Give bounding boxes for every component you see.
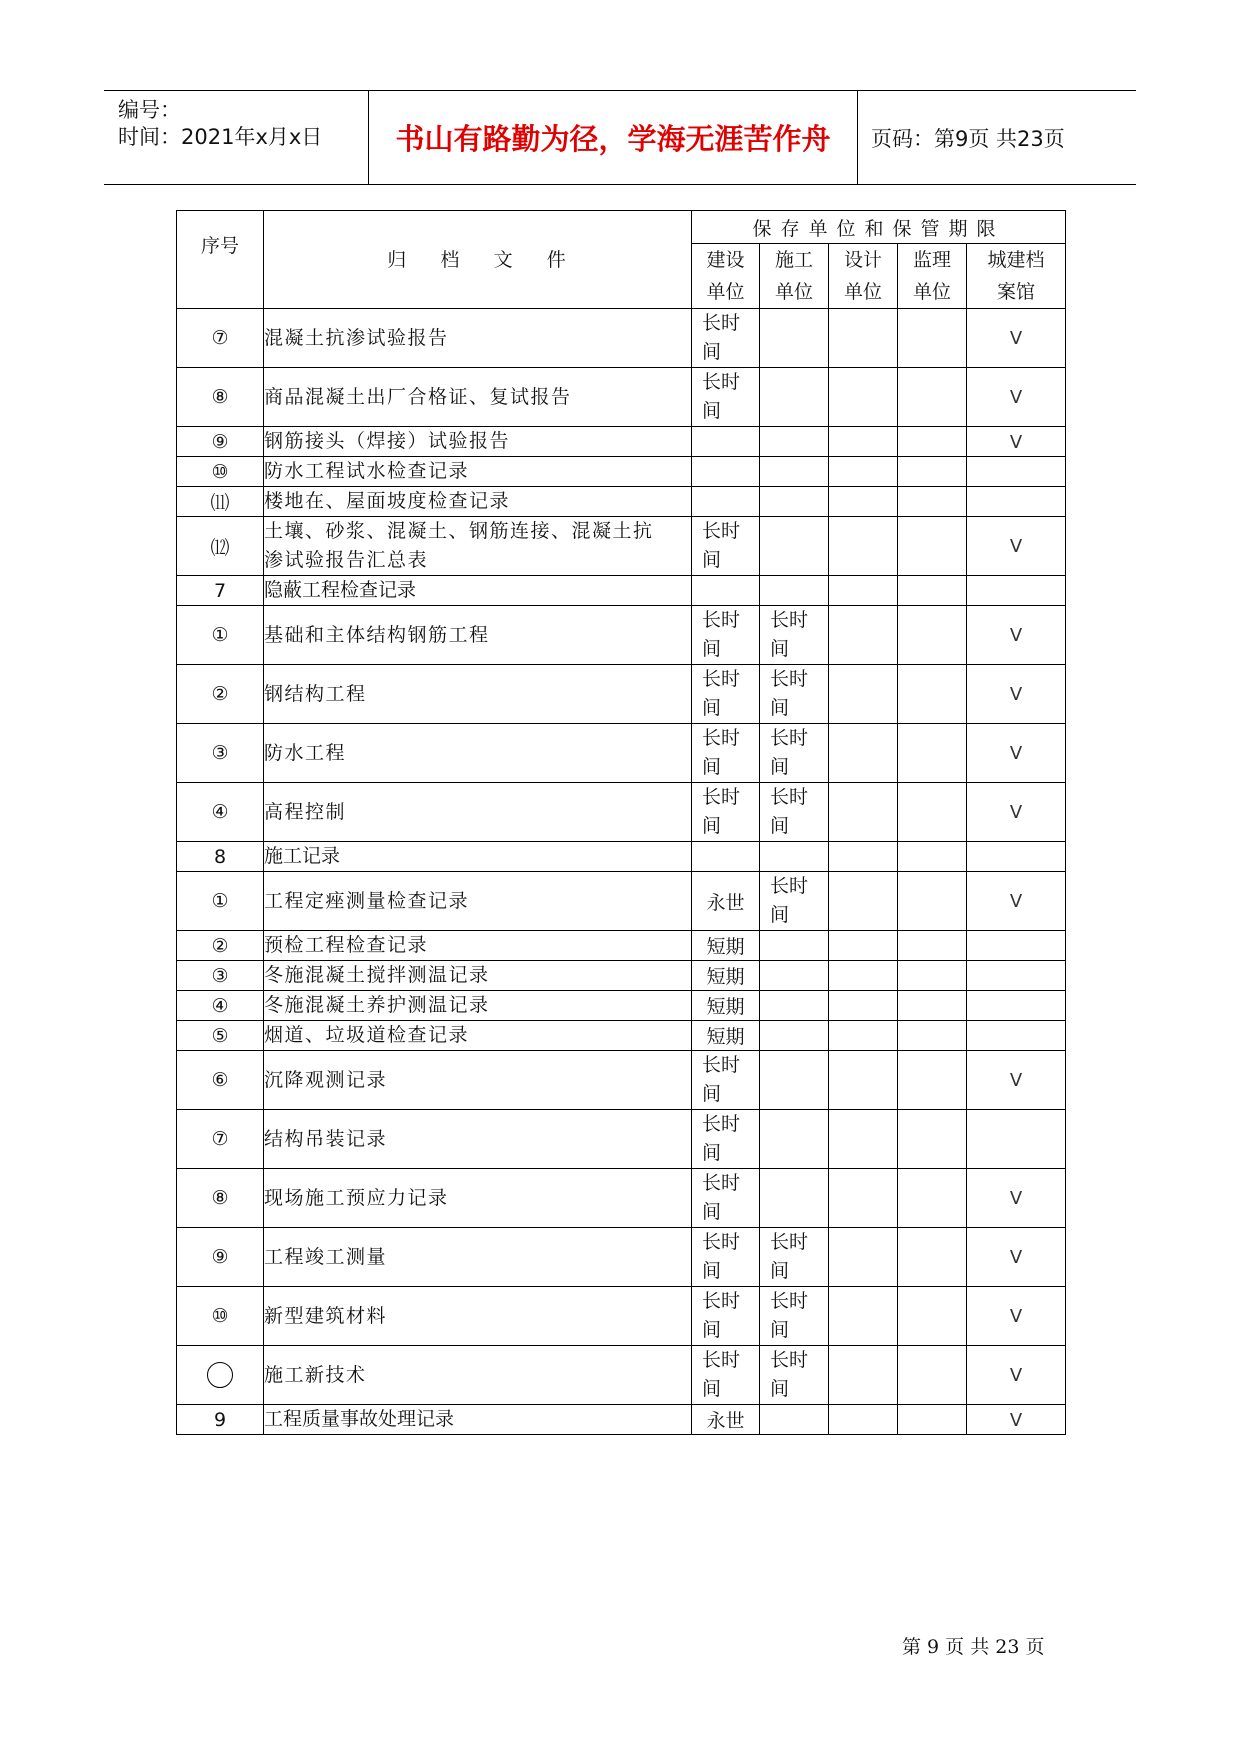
table-row [177, 724, 1066, 783]
retention-cell-supervision-unit [898, 991, 967, 1021]
retention-period: 长时 间 [702, 786, 741, 837]
retention-cell-supervision-unit [898, 783, 967, 842]
row-seq [177, 1346, 264, 1405]
retention-cell-builder-unit [692, 309, 760, 368]
archive-check-mark: V [1009, 1070, 1023, 1091]
page-header [104, 90, 1136, 185]
retention-cell-city-archive [967, 783, 1066, 842]
retention-period: 长时 间 [770, 1349, 809, 1400]
row-document: 钢筋接头（焊接）试验报告 [264, 427, 692, 457]
table-row [177, 368, 1066, 427]
retention-cell-builder-unit [692, 1405, 760, 1435]
archive-check-mark: V [1009, 536, 1023, 557]
retention-cell-city-archive [967, 457, 1066, 487]
retention-cell-supervision-unit [898, 1169, 967, 1228]
retention-cell-supervision-unit [898, 457, 967, 487]
row-seq: ④ [177, 783, 264, 842]
retention-cell-supervision-unit [898, 842, 967, 872]
retention-cell-construction-unit [760, 1287, 829, 1346]
retention-cell-builder-unit [692, 457, 760, 487]
retention-cell-design-unit [829, 457, 898, 487]
archive-check-mark: V [1009, 1306, 1023, 1327]
retention-cell-design-unit [829, 487, 898, 517]
doc-number-label: 编号： [118, 98, 181, 122]
retention-cell-construction-unit [760, 606, 829, 665]
row-document: 隐蔽工程检查记录 [264, 576, 692, 606]
retention-cell-construction-unit [760, 1110, 829, 1169]
retention-cell-builder-unit [692, 872, 760, 931]
retention-cell-supervision-unit [898, 427, 967, 457]
retention-cell-builder-unit [692, 1021, 760, 1051]
table-row [177, 487, 1066, 517]
row-document: 沉降观测记录 [264, 1051, 692, 1110]
archive-check-mark: V [1009, 1247, 1023, 1268]
subcol-header-construction-unit [760, 244, 829, 309]
retention-cell-construction-unit [760, 1346, 829, 1405]
retention-cell-construction-unit [760, 1169, 829, 1228]
retention-cell-design-unit [829, 1110, 898, 1169]
retention-cell-supervision-unit [898, 309, 967, 368]
retention-cell-supervision-unit [898, 1346, 967, 1405]
retention-cell-design-unit [829, 961, 898, 991]
retention-cell-city-archive [967, 309, 1066, 368]
retention-cell-city-archive [967, 1110, 1066, 1169]
row-document: 基础和主体结构钢筋工程 [264, 606, 692, 665]
section-row [177, 576, 1066, 606]
retention-cell-design-unit [829, 1169, 898, 1228]
retention-cell-builder-unit [692, 1287, 760, 1346]
row-seq: ⑿ [177, 517, 264, 576]
retention-period: 短期 [706, 936, 745, 958]
row-document: 施工新技术 [264, 1346, 692, 1405]
retention-cell-construction-unit [760, 368, 829, 427]
section-row [177, 842, 1066, 872]
retention-cell-construction-unit [760, 665, 829, 724]
retention-period: 长时 间 [702, 1054, 741, 1105]
retention-cell-supervision-unit [898, 1021, 967, 1051]
row-document: 烟道、垃圾道检查记录 [264, 1021, 692, 1051]
row-seq: ⑦ [177, 1110, 264, 1169]
retention-cell-construction-unit [760, 427, 829, 457]
row-document: 混凝土抗渗试验报告 [264, 309, 692, 368]
doc-column-header: 归 档 文 件 [264, 211, 692, 309]
archive-check-mark: V [1009, 625, 1023, 646]
row-seq: ② [177, 665, 264, 724]
retention-cell-city-archive [967, 931, 1066, 961]
retention-cell-supervision-unit [898, 606, 967, 665]
retention-period: 长时 间 [702, 371, 741, 422]
retention-cell-builder-unit [692, 368, 760, 427]
retention-cell-design-unit [829, 427, 898, 457]
row-seq: ① [177, 606, 264, 665]
archive-check-mark: V [1009, 802, 1023, 823]
table-row [177, 1110, 1066, 1169]
row-document: 冬施混凝土养护测温记录 [264, 991, 692, 1021]
retention-cell-construction-unit [760, 1228, 829, 1287]
header-meta [118, 91, 368, 184]
archive-table [176, 210, 1066, 1435]
row-document: 防水工程 [264, 724, 692, 783]
retention-period: 长时 间 [702, 727, 741, 778]
table-row [177, 606, 1066, 665]
retention-cell-design-unit [829, 665, 898, 724]
retention-cell-city-archive [967, 1228, 1066, 1287]
row-seq: ⑨ [177, 1228, 264, 1287]
retention-cell-supervision-unit [898, 1228, 967, 1287]
retention-cell-construction-unit [760, 1405, 829, 1435]
subcol-header-city-archive [967, 244, 1066, 309]
row-seq: ② [177, 931, 264, 961]
archive-check-mark: V [1009, 743, 1023, 764]
archive-check-mark: V [1009, 891, 1023, 912]
archive-check-mark: V [1009, 328, 1023, 349]
retention-cell-city-archive [967, 842, 1066, 872]
retention-cell-design-unit [829, 576, 898, 606]
retention-cell-design-unit [829, 1346, 898, 1405]
row-seq: ③ [177, 961, 264, 991]
retention-cell-city-archive [967, 961, 1066, 991]
retention-cell-design-unit [829, 1405, 898, 1435]
archive-check-mark: V [1009, 684, 1023, 705]
retention-cell-design-unit [829, 783, 898, 842]
table-row [177, 309, 1066, 368]
retention-cell-design-unit [829, 517, 898, 576]
retention-cell-supervision-unit [898, 724, 967, 783]
row-seq: 8 [177, 842, 264, 872]
archive-check-mark: V [1009, 1188, 1023, 1209]
retention-cell-city-archive [967, 576, 1066, 606]
retention-cell-design-unit [829, 872, 898, 931]
retention-cell-city-archive [967, 665, 1066, 724]
row-document: 高程控制 [264, 783, 692, 842]
retention-cell-builder-unit [692, 1228, 760, 1287]
table-row [177, 1051, 1066, 1110]
retention-cell-construction-unit [760, 1021, 829, 1051]
row-seq: ⑥ [177, 1051, 264, 1110]
retention-cell-builder-unit [692, 576, 760, 606]
row-seq: 7 [177, 576, 264, 606]
retention-period: 长时 间 [702, 1231, 741, 1282]
retention-period: 短期 [706, 966, 745, 988]
subcol-header-label: 建设 单位 [706, 249, 745, 303]
subcol-header-supervision-unit [898, 244, 967, 309]
retention-period: 长时 间 [702, 1113, 741, 1164]
retention-cell-supervision-unit [898, 1405, 967, 1435]
retention-cell-city-archive [967, 517, 1066, 576]
row-seq: ⑦ [177, 309, 264, 368]
row-seq: ③ [177, 724, 264, 783]
doc-date-label: 时间：2021年x月x日 [118, 125, 323, 149]
retention-cell-city-archive [967, 1405, 1066, 1435]
archive-check-mark: V [1009, 387, 1023, 408]
retention-cell-supervision-unit [898, 1051, 967, 1110]
retention-cell-construction-unit [760, 1051, 829, 1110]
retention-cell-design-unit [829, 1051, 898, 1110]
table-row [177, 961, 1066, 991]
subcol-header-label: 施工 单位 [774, 249, 813, 303]
row-document: 预检工程检查记录 [264, 931, 692, 961]
retention-cell-design-unit [829, 724, 898, 783]
archive-check-mark: V [1009, 1409, 1023, 1431]
retention-period: 短期 [706, 996, 745, 1018]
retention-cell-supervision-unit [898, 1287, 967, 1346]
subcol-header-label: 城建档 案馆 [987, 249, 1045, 303]
row-document: 工程质量事故处理记录 [264, 1405, 692, 1435]
row-seq: ① [177, 872, 264, 931]
subcol-header-builder-unit [692, 244, 760, 309]
row-seq: ⑧ [177, 1169, 264, 1228]
row-seq: ⑩ [177, 1287, 264, 1346]
table-row [177, 783, 1066, 842]
retention-period: 长时 间 [770, 668, 809, 719]
table-row [177, 931, 1066, 961]
retention-cell-supervision-unit [898, 961, 967, 991]
retention-cell-city-archive [967, 368, 1066, 427]
table-header-row [177, 211, 1066, 244]
row-document: 土壤、砂浆、混凝土、钢筋连接、混凝土抗 渗试验报告汇总表 [264, 517, 692, 576]
retention-cell-construction-unit [760, 576, 829, 606]
row-document: 结构吊装记录 [264, 1110, 692, 1169]
row-seq: ④ [177, 991, 264, 1021]
retention-cell-builder-unit [692, 427, 760, 457]
retention-cell-construction-unit [760, 487, 829, 517]
retention-cell-city-archive [967, 606, 1066, 665]
retention-cell-construction-unit [760, 931, 829, 961]
retention-cell-design-unit [829, 931, 898, 961]
retention-cell-builder-unit [692, 487, 760, 517]
retention-cell-construction-unit [760, 842, 829, 872]
table-row [177, 872, 1066, 931]
retention-cell-construction-unit [760, 961, 829, 991]
row-document: 商品混凝土出厂合格证、复试报告 [264, 368, 692, 427]
row-document: 工程竣工测量 [264, 1228, 692, 1287]
row-document: 冬施混凝土搅拌测温记录 [264, 961, 692, 991]
archive-check-mark: V [1009, 1365, 1023, 1386]
retention-cell-supervision-unit [898, 487, 967, 517]
retention-cell-city-archive [967, 1021, 1066, 1051]
retention-cell-builder-unit [692, 665, 760, 724]
row-document: 工程定痤测量检查记录 [264, 872, 692, 931]
table-row [177, 991, 1066, 1021]
table-row [177, 457, 1066, 487]
retention-cell-builder-unit [692, 1346, 760, 1405]
subcol-header-label: 设计 单位 [843, 249, 882, 303]
retention-period: 长时 间 [770, 875, 809, 926]
retention-cell-city-archive [967, 724, 1066, 783]
retention-cell-builder-unit [692, 1169, 760, 1228]
table-row [177, 1346, 1066, 1405]
retention-cell-city-archive [967, 872, 1066, 931]
retention-period: 长时 间 [770, 786, 809, 837]
table-row [177, 1228, 1066, 1287]
retention-cell-design-unit [829, 991, 898, 1021]
retention-cell-supervision-unit [898, 665, 967, 724]
retention-cell-city-archive [967, 991, 1066, 1021]
subcol-header-design-unit [829, 244, 898, 309]
table-row [177, 1021, 1066, 1051]
retention-cell-construction-unit [760, 991, 829, 1021]
retention-period: 长时 间 [702, 1290, 741, 1341]
retention-period: 长时 间 [702, 312, 741, 363]
retention-cell-city-archive [967, 1051, 1066, 1110]
section-row [177, 1405, 1066, 1435]
retention-cell-city-archive [967, 427, 1066, 457]
retention-cell-design-unit [829, 1228, 898, 1287]
retention-cell-builder-unit [692, 961, 760, 991]
row-seq: ⑩ [177, 457, 264, 487]
retention-cell-design-unit [829, 1287, 898, 1346]
row-document: 防水工程试水检查记录 [264, 457, 692, 487]
row-document: 钢结构工程 [264, 665, 692, 724]
table-row [177, 1287, 1066, 1346]
retention-cell-construction-unit [760, 457, 829, 487]
row-document: 楼地在、屋面坡度检查记录 [264, 487, 692, 517]
seq-column-header: 序号 [177, 211, 264, 309]
retention-cell-city-archive [967, 1169, 1066, 1228]
header-divider [857, 91, 858, 184]
retention-cell-builder-unit [692, 991, 760, 1021]
retention-cell-city-archive [967, 1287, 1066, 1346]
retention-cell-builder-unit [692, 783, 760, 842]
row-seq: ⑨ [177, 427, 264, 457]
row-seq: 9 [177, 1405, 264, 1435]
page-footer: 第 9 页 共 23 页 [902, 1636, 1045, 1658]
table-row [177, 665, 1066, 724]
retention-cell-design-unit [829, 842, 898, 872]
retention-cell-supervision-unit [898, 1110, 967, 1169]
archive-check-mark: V [1009, 431, 1023, 453]
retention-period: 长时 间 [702, 1349, 741, 1400]
retention-cell-construction-unit [760, 783, 829, 842]
retention-cell-supervision-unit [898, 517, 967, 576]
retention-period: 短期 [706, 1026, 745, 1048]
table-body [177, 309, 1066, 1435]
retention-cell-design-unit [829, 1021, 898, 1051]
retention-group-header: 保存单位和保管期限 [692, 211, 1066, 244]
retention-cell-supervision-unit [898, 576, 967, 606]
retention-period: 长时 间 [770, 1231, 809, 1282]
retention-period: 永世 [706, 891, 745, 914]
table-row [177, 427, 1066, 457]
retention-cell-supervision-unit [898, 931, 967, 961]
row-seq: ⑾ [177, 487, 264, 517]
retention-period: 长时 间 [770, 727, 809, 778]
retention-cell-design-unit [829, 368, 898, 427]
table-row [177, 1169, 1066, 1228]
retention-cell-design-unit [829, 606, 898, 665]
table-row [177, 517, 1066, 576]
circle-marker-icon [207, 1362, 233, 1388]
retention-cell-builder-unit [692, 517, 760, 576]
retention-period: 永世 [706, 1410, 745, 1432]
retention-cell-design-unit [829, 309, 898, 368]
retention-cell-construction-unit [760, 724, 829, 783]
row-seq: ⑤ [177, 1021, 264, 1051]
retention-cell-city-archive [967, 1346, 1066, 1405]
row-document: 现场施工预应力记录 [264, 1169, 692, 1228]
row-seq: ⑧ [177, 368, 264, 427]
retention-cell-builder-unit [692, 724, 760, 783]
retention-cell-construction-unit [760, 517, 829, 576]
retention-period: 长时 间 [702, 668, 741, 719]
header-page-info: 页码：第9页 共23页 [871, 126, 1065, 151]
retention-period: 长时 间 [770, 609, 809, 660]
retention-cell-builder-unit [692, 931, 760, 961]
row-document: 施工记录 [264, 842, 692, 872]
retention-cell-builder-unit [692, 842, 760, 872]
row-document: 新型建筑材料 [264, 1287, 692, 1346]
retention-cell-builder-unit [692, 1110, 760, 1169]
header-motto: 书山有路勤为径，学海无涯苦作舟 [395, 122, 831, 156]
retention-cell-city-archive [967, 487, 1066, 517]
subcol-header-label: 监理 单位 [912, 249, 951, 303]
retention-cell-builder-unit [692, 606, 760, 665]
retention-period: 长时 间 [702, 1172, 741, 1223]
retention-period: 长时 间 [770, 1290, 809, 1341]
retention-cell-construction-unit [760, 309, 829, 368]
retention-period: 长时 间 [702, 609, 741, 660]
retention-cell-construction-unit [760, 872, 829, 931]
retention-period: 长时 间 [702, 520, 741, 571]
retention-cell-supervision-unit [898, 872, 967, 931]
retention-cell-supervision-unit [898, 368, 967, 427]
retention-cell-builder-unit [692, 1051, 760, 1110]
